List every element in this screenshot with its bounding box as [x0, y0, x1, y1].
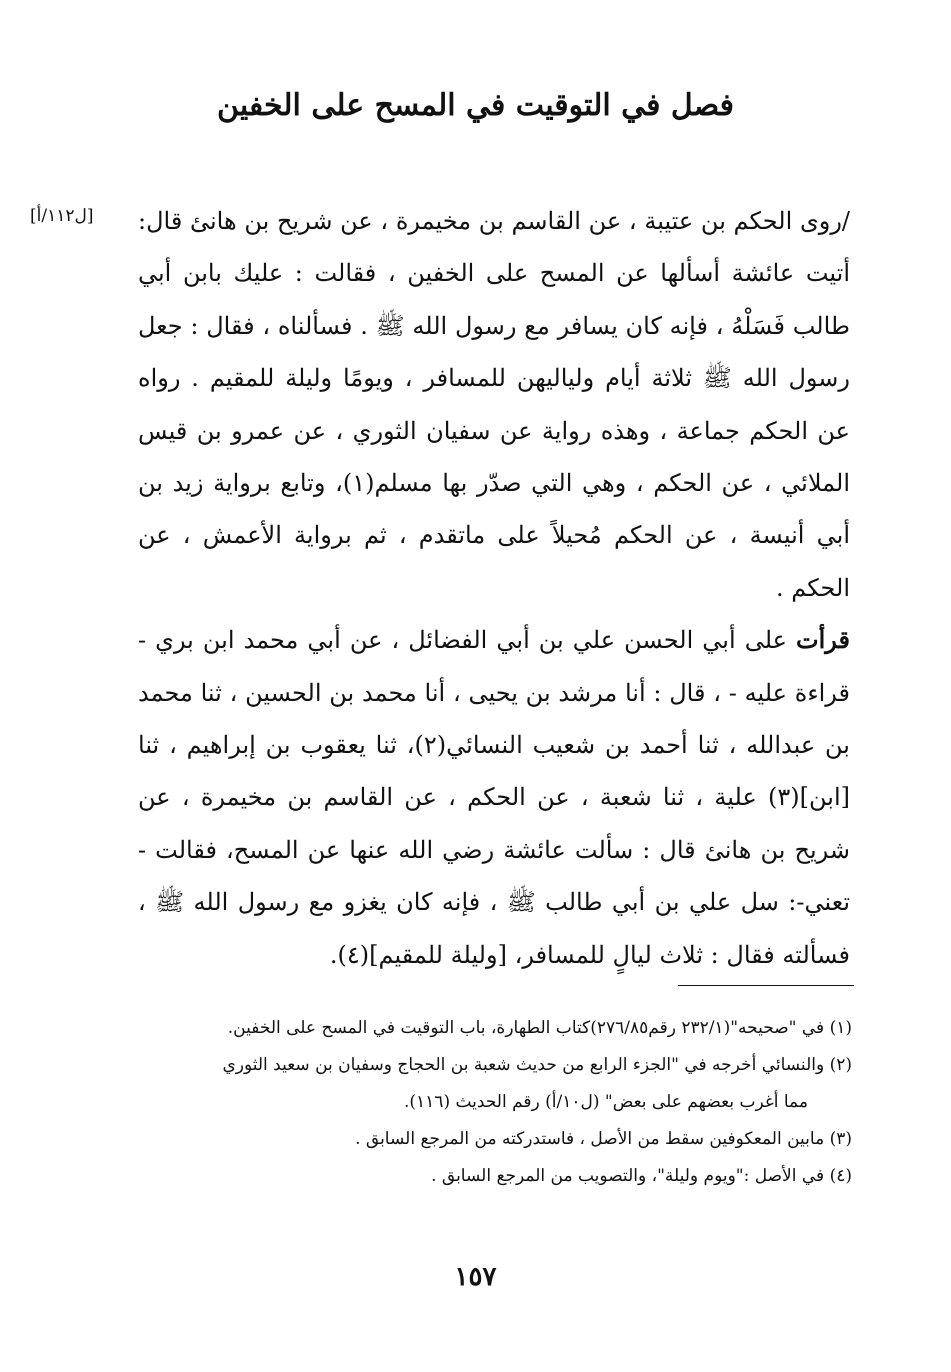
footnote-2-continuation: مما أغرب بعضهم على بعض" (ل١٠/أ) رقم الحديث (١١٦). [404, 1092, 808, 1112]
page-number: ١٥٧ [454, 1262, 497, 1292]
paragraph-2 [138, 614, 850, 981]
footnote-3: (٣) مابين المعكوفين سقط من الأصل ، فاستدركته من المرجع السابق . [355, 1129, 852, 1149]
footnote-separator [678, 985, 854, 986]
footnote-2: (٢) والنسائي أخرجه في "الجزء الرابع من حديث شعبة بن الحجاج وسفيان بن سعيد الثوري [222, 1055, 852, 1075]
footnotes [140, 1010, 852, 1195]
paragraph-1 [138, 195, 850, 614]
paragraph-2-text: على أبي الحسن علي بن أبي الفضائل ، عن أبي محمد ابن بري - قراءة عليه - ، قال : أنا مرشد بن يحيى ، أنا محمد بن الحسين ، ثنا محمد بن عبدالله ، ثنا أحمد بن شعيب النسائي(٢)، ثنا يعقوب بن إبراهيم ، ثنا [ابن](٣) علية ، ثنا شعبة ، عن الحكم ، عن القاسم بن مخيمرة ، عن شريح بن هانئ قال : سألت عائشة رضي الله عنها عن المسح، فقالت - تعني-: سل علي بن أبي طالب ﷺ ، فإنه كان يغزو مع رسول الله ﷺ ، فسألته فقال : ثلاث ليالٍ للمسافر، [وليلة للمقيم](٤). [138, 626, 850, 969]
paragraph-2-lead: قرأت [796, 625, 850, 655]
chapter-title: فصل في التوقيت في المسح على الخفين [216, 88, 734, 123]
footnote-4: (٤) في الأصل :"ويوم وليلة"، والتصويب من المرجع السابق . [431, 1166, 852, 1186]
main-text [138, 195, 850, 981]
manuscript-folio-note: [ل١١٢/أ] [30, 206, 94, 226]
paragraph-1-text: /روى الحكم بن عتيبة ، عن القاسم بن مخيمرة ، عن شريح بن هانئ قال: أتيت عائشة أسألها عن المسح على الخفين ، فقالت : عليك بابن أبي طالب فَسَلْهُ ، فإنه كان يسافر مع رسول الله ﷺ . فسألناه ، فقال : جعل رسول الله ﷺ ثلاثة أيام ولياليهن للمسافر ، ويومًا وليلة للمقيم . رواه عن الحكم جماعة ، وهذه رواية عن سفيان الثوري ، عن عمرو بن قيس الملائي ، عن الحكم ، وهي التي صدّر بها مسلم(١)، وتابع برواية زيد بن أبي أنيسة ، عن الحكم مُحيلاً على ماتقدم ، ثم برواية الأعمش ، عن الحكم . [138, 207, 851, 602]
footnote-1: (١) في "صحيحه"(٢٣٢/١ رقم٢٧٦/٨٥)كتاب الطهارة، باب التوقيت في المسح على الخفين. [227, 1018, 852, 1038]
